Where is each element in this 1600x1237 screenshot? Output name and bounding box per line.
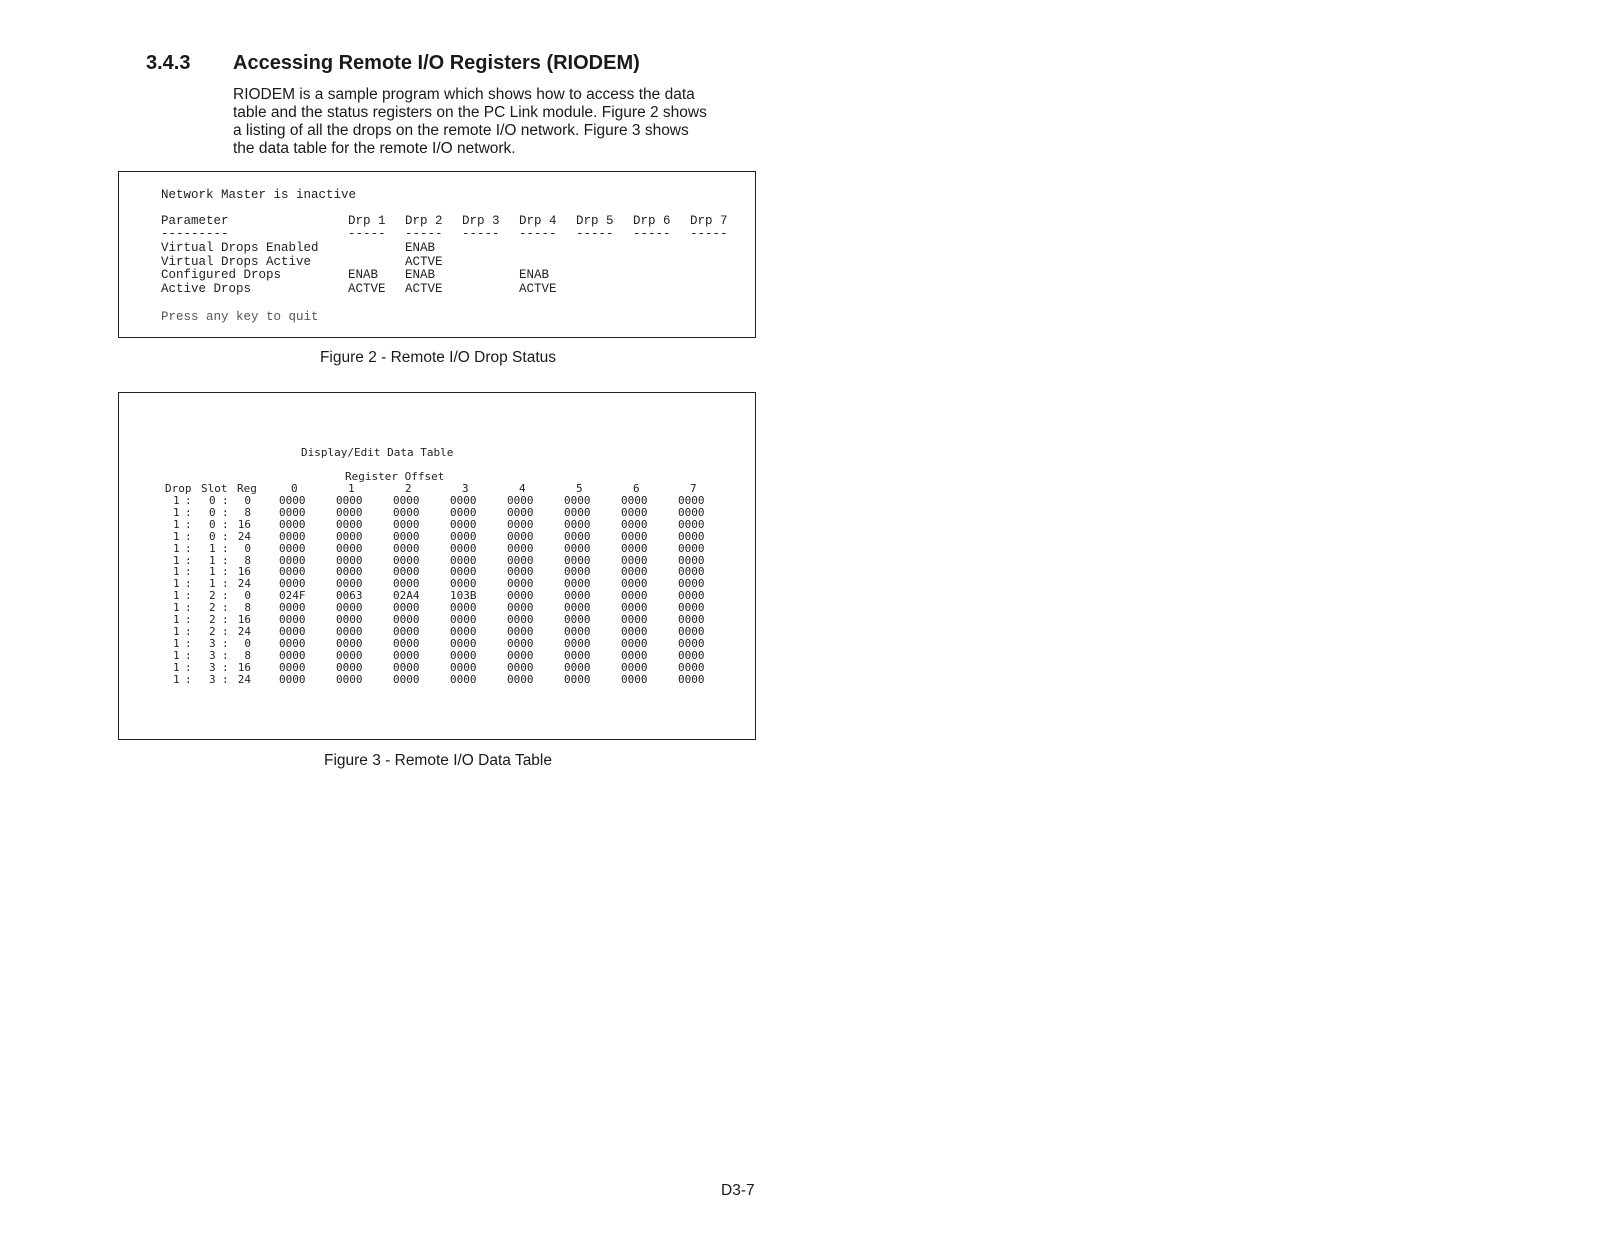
register-value-cell: 0000 <box>621 577 648 591</box>
register-value-cell: 0000 <box>564 541 591 555</box>
register-value-cell: 0000 <box>507 553 534 567</box>
separator: : <box>222 565 229 579</box>
register-value-cell: 0000 <box>336 553 363 567</box>
separator: : <box>185 660 192 674</box>
register-value-cell: 0000 <box>621 553 648 567</box>
drop-cell: 1 <box>173 494 180 507</box>
register-value-cell: 0000 <box>678 565 705 579</box>
register-value-cell: 024F <box>279 589 306 603</box>
register-value-cell: 0000 <box>564 589 591 603</box>
page-number: D3-7 <box>721 1182 755 1199</box>
register-value-cell: 0000 <box>450 601 477 615</box>
register-value-cell: 0000 <box>564 601 591 615</box>
drop-header: Drp 1 <box>348 214 386 228</box>
separator: : <box>185 636 192 650</box>
slot-cell: 1 <box>209 577 216 591</box>
register-value-cell: 0000 <box>678 553 705 567</box>
drop-cell: 1 <box>173 613 180 626</box>
register-value-cell: 0000 <box>450 577 477 591</box>
parameter-label: Virtual Drops Enabled <box>161 241 319 255</box>
slot-cell: 2 <box>209 624 216 638</box>
column-header-reg: Reg <box>237 482 257 495</box>
register-value-cell: 0000 <box>507 505 534 519</box>
drop-status-value: ENAB <box>519 268 550 282</box>
drop-header: Drp 4 <box>519 214 557 228</box>
register-offset-label: 6 <box>633 482 640 495</box>
register-value-cell: 0000 <box>621 517 648 531</box>
separator: : <box>185 613 192 626</box>
separator: : <box>185 517 192 531</box>
register-value-cell: 0000 <box>564 494 591 507</box>
register-value-cell: 0000 <box>336 624 363 638</box>
register-value-cell: 0000 <box>564 660 591 674</box>
drop-header: Drp 6 <box>633 214 671 228</box>
register-value-cell: 0000 <box>507 624 534 638</box>
register-value-cell: 0000 <box>621 529 648 543</box>
slot-cell: 2 <box>209 589 216 603</box>
reg-cell: 8 <box>244 553 251 567</box>
drop-rule: ----- <box>690 227 728 241</box>
register-offset-label: 3 <box>462 482 469 495</box>
intro-line: a listing of all the drops on the remote I/O network. Figure 3 shows <box>233 122 689 139</box>
reg-cell: 16 <box>237 613 251 626</box>
register-offset-label: 5 <box>576 482 583 495</box>
register-value-cell: 0000 <box>564 636 591 650</box>
drop-cell: 1 <box>173 505 180 519</box>
register-value-cell: 0000 <box>279 541 306 555</box>
separator: : <box>222 505 229 519</box>
register-offset-label: 7 <box>690 482 697 495</box>
reg-cell: 24 <box>237 624 251 638</box>
separator: : <box>185 672 192 686</box>
separator: : <box>222 601 229 615</box>
drop-status-value: ACTVE <box>519 281 557 296</box>
drop-status-value: ENAB <box>405 268 436 282</box>
separator: : <box>222 613 229 626</box>
separator: : <box>185 648 192 662</box>
reg-cell: 24 <box>237 577 251 591</box>
register-value-cell: 0000 <box>336 601 363 615</box>
register-value-cell: 0000 <box>393 553 420 567</box>
slot-cell: 0 <box>209 529 216 543</box>
parameter-header: Parameter <box>161 214 229 228</box>
register-value-cell: 0000 <box>678 648 705 662</box>
register-value-cell: 0000 <box>393 672 420 686</box>
register-value-cell: 0000 <box>621 636 648 650</box>
separator: : <box>185 541 192 555</box>
register-value-cell: 0000 <box>450 672 477 686</box>
quit-prompt: Press any key to quit <box>161 310 319 324</box>
register-value-cell: 0000 <box>336 494 363 507</box>
register-value-cell: 0000 <box>564 624 591 638</box>
register-value-cell: 0000 <box>564 505 591 519</box>
separator: : <box>222 529 229 543</box>
register-value-cell: 0000 <box>279 672 306 686</box>
register-value-cell: 0000 <box>336 613 363 626</box>
register-value-cell: 0000 <box>393 624 420 638</box>
register-offset-header: Register Offset <box>345 470 445 483</box>
drop-cell: 1 <box>173 541 180 555</box>
reg-cell: 0 <box>244 541 251 555</box>
slot-cell: 0 <box>209 494 216 507</box>
reg-cell: 8 <box>244 648 251 662</box>
register-value-cell: 0000 <box>564 517 591 531</box>
register-value-cell: 0000 <box>678 529 705 543</box>
separator: : <box>222 517 229 531</box>
register-value-cell: 0000 <box>393 494 420 507</box>
drop-cell: 1 <box>173 589 180 603</box>
separator: : <box>185 553 192 567</box>
separator: : <box>222 648 229 662</box>
parameter-label: Configured Drops <box>161 268 282 282</box>
register-value-cell: 0000 <box>279 565 306 579</box>
reg-cell: 0 <box>244 589 251 603</box>
intro-line: table and the status registers on the PC Link module. Figure 2 shows <box>233 104 707 121</box>
reg-cell: 16 <box>237 565 251 579</box>
drop-cell: 1 <box>173 565 180 579</box>
register-value-cell: 0000 <box>564 577 591 591</box>
drop-cell: 1 <box>173 636 180 650</box>
register-value-cell: 0000 <box>393 648 420 662</box>
drop-header: Drp 3 <box>462 214 500 228</box>
register-value-cell: 02A4 <box>393 589 420 603</box>
register-value-cell: 0000 <box>279 624 306 638</box>
register-value-cell: 0000 <box>621 624 648 638</box>
reg-cell: 8 <box>244 601 251 615</box>
register-value-cell: 0000 <box>450 541 477 555</box>
register-value-cell: 0000 <box>279 601 306 615</box>
register-value-cell: 0000 <box>393 636 420 650</box>
slot-cell: 3 <box>209 672 216 686</box>
slot-cell: 0 <box>209 505 216 519</box>
register-value-cell: 0000 <box>450 565 477 579</box>
register-value-cell: 0000 <box>678 660 705 674</box>
parameter-rule: --------- <box>161 227 229 241</box>
intro-line: RIODEM is a sample program which shows how to access the data <box>233 86 695 103</box>
data-table-screen <box>118 392 756 740</box>
register-value-cell: 0000 <box>336 672 363 686</box>
drop-cell: 1 <box>173 517 180 531</box>
reg-cell: 8 <box>244 505 251 519</box>
intro-line: the data table for the remote I/O network. <box>233 140 516 157</box>
register-value-cell: 0000 <box>279 553 306 567</box>
register-value-cell: 0000 <box>621 601 648 615</box>
register-value-cell: 0000 <box>507 672 534 686</box>
register-value-cell: 0000 <box>678 624 705 638</box>
drop-status-value: ENAB <box>405 241 436 255</box>
register-value-cell: 0000 <box>621 589 648 603</box>
drop-rule: ----- <box>405 227 443 241</box>
register-value-cell: 0000 <box>507 648 534 662</box>
drop-rule: ----- <box>348 227 386 241</box>
register-value-cell: 0000 <box>678 517 705 531</box>
register-value-cell: 0000 <box>507 541 534 555</box>
section-title: Accessing Remote I/O Registers (RIODEM) <box>233 52 640 74</box>
register-value-cell: 0000 <box>678 589 705 603</box>
slot-cell: 2 <box>209 613 216 626</box>
drop-header: Drp 7 <box>690 214 728 228</box>
register-offset-label: 4 <box>519 482 526 495</box>
separator: : <box>222 636 229 650</box>
register-value-cell: 0000 <box>336 517 363 531</box>
reg-cell: 24 <box>237 529 251 543</box>
register-offset-label: 2 <box>405 482 412 495</box>
slot-cell: 1 <box>209 565 216 579</box>
register-value-cell: 0000 <box>450 660 477 674</box>
separator: : <box>222 624 229 638</box>
drop-header: Drp 5 <box>576 214 614 228</box>
register-value-cell: 0000 <box>621 648 648 662</box>
slot-cell: 0 <box>209 517 216 531</box>
register-value-cell: 0000 <box>336 529 363 543</box>
slot-cell: 2 <box>209 601 216 615</box>
figure-3-caption: Figure 3 - Remote I/O Data Table <box>323 752 552 769</box>
register-value-cell: 0000 <box>564 648 591 662</box>
register-value-cell: 0000 <box>450 636 477 650</box>
register-value-cell: 0000 <box>564 565 591 579</box>
register-value-cell: 0000 <box>279 613 306 626</box>
drop-rule: ----- <box>576 227 614 241</box>
register-value-cell: 0000 <box>621 613 648 626</box>
separator: : <box>185 505 192 519</box>
register-value-cell: 0000 <box>621 494 648 507</box>
separator: : <box>185 624 192 638</box>
parameter-label: Active Drops <box>161 281 252 296</box>
register-value-cell: 0000 <box>336 660 363 674</box>
drop-status-value: ACTVE <box>405 254 443 269</box>
register-value-cell: 0000 <box>279 577 306 591</box>
register-value-cell: 0000 <box>564 529 591 543</box>
reg-cell: 16 <box>237 517 251 531</box>
register-value-cell: 0000 <box>507 601 534 615</box>
register-value-cell: 0000 <box>279 505 306 519</box>
separator: : <box>185 589 192 603</box>
register-value-cell: 0000 <box>279 517 306 531</box>
separator: : <box>222 577 229 591</box>
reg-cell: 16 <box>237 660 251 674</box>
slot-cell: 3 <box>209 636 216 650</box>
separator: : <box>185 601 192 615</box>
register-value-cell: 0000 <box>336 648 363 662</box>
drop-status-screen <box>118 171 756 338</box>
slot-cell: 3 <box>209 660 216 674</box>
register-value-cell: 0000 <box>507 636 534 650</box>
section-number: 3.4.3 <box>146 52 191 74</box>
register-value-cell: 0000 <box>450 494 477 507</box>
register-value-cell: 0000 <box>507 565 534 579</box>
register-value-cell: 0000 <box>393 505 420 519</box>
register-value-cell: 0000 <box>393 601 420 615</box>
separator: : <box>185 529 192 543</box>
drop-cell: 1 <box>173 660 180 674</box>
register-value-cell: 0000 <box>450 648 477 662</box>
register-value-cell: 0000 <box>336 565 363 579</box>
separator: : <box>185 494 192 507</box>
register-value-cell: 0000 <box>564 613 591 626</box>
network-status-line: Network Master is inactive <box>161 188 357 202</box>
drop-cell: 1 <box>173 601 180 615</box>
register-value-cell: 0000 <box>678 494 705 507</box>
drop-status-value: ACTVE <box>405 281 443 296</box>
register-value-cell: 0000 <box>393 577 420 591</box>
register-value-cell: 103B <box>450 589 477 603</box>
figure-2-caption: Figure 2 - Remote I/O Drop Status <box>319 349 557 366</box>
column-header-slot: Slot <box>201 482 228 495</box>
register-value-cell: 0000 <box>678 636 705 650</box>
register-value-cell: 0000 <box>621 660 648 674</box>
register-value-cell: 0000 <box>678 505 705 519</box>
register-value-cell: 0000 <box>279 529 306 543</box>
register-offset-label: 1 <box>348 482 355 495</box>
register-value-cell: 0000 <box>393 565 420 579</box>
drop-cell: 1 <box>173 529 180 543</box>
register-value-cell: 0000 <box>507 529 534 543</box>
register-value-cell: 0000 <box>507 494 534 507</box>
separator: : <box>222 660 229 674</box>
drop-status-value: ACTVE <box>348 281 386 296</box>
register-value-cell: 0000 <box>621 541 648 555</box>
register-value-cell: 0000 <box>450 517 477 531</box>
register-value-cell: 0000 <box>279 660 306 674</box>
slot-cell: 1 <box>209 541 216 555</box>
register-value-cell: 0000 <box>564 553 591 567</box>
register-value-cell: 0000 <box>393 660 420 674</box>
register-offset-label: 0 <box>291 482 298 495</box>
register-value-cell: 0000 <box>678 601 705 615</box>
register-value-cell: 0000 <box>678 541 705 555</box>
register-value-cell: 0000 <box>450 613 477 626</box>
separator: : <box>185 577 192 591</box>
register-value-cell: 0000 <box>279 494 306 507</box>
register-value-cell: 0000 <box>336 505 363 519</box>
register-value-cell: 0000 <box>621 565 648 579</box>
register-value-cell: 0000 <box>564 672 591 686</box>
slot-cell: 1 <box>209 553 216 567</box>
register-value-cell: 0063 <box>336 589 363 603</box>
register-value-cell: 0000 <box>450 529 477 543</box>
drop-rule: ----- <box>519 227 557 241</box>
register-value-cell: 0000 <box>336 577 363 591</box>
drop-cell: 1 <box>173 672 180 686</box>
separator: : <box>222 672 229 686</box>
register-value-cell: 0000 <box>507 613 534 626</box>
drop-cell: 1 <box>173 624 180 638</box>
separator: : <box>222 541 229 555</box>
register-value-cell: 0000 <box>507 660 534 674</box>
separator: : <box>185 565 192 579</box>
register-value-cell: 0000 <box>279 636 306 650</box>
register-value-cell: 0000 <box>678 577 705 591</box>
column-header-drop: Drop <box>165 482 192 495</box>
reg-cell: 0 <box>244 494 251 507</box>
data-table-title: Display/Edit Data Table <box>301 446 454 459</box>
register-value-cell: 0000 <box>678 672 705 686</box>
drop-rule: ----- <box>462 227 500 241</box>
drop-cell: 1 <box>173 648 180 662</box>
register-value-cell: 0000 <box>507 517 534 531</box>
parameter-label: Virtual Drops Active <box>161 254 312 269</box>
drop-cell: 1 <box>173 577 180 591</box>
register-value-cell: 0000 <box>621 672 648 686</box>
separator: : <box>222 553 229 567</box>
register-value-cell: 0000 <box>450 624 477 638</box>
register-value-cell: 0000 <box>393 529 420 543</box>
register-value-cell: 0000 <box>336 541 363 555</box>
drop-cell: 1 <box>173 553 180 567</box>
reg-cell: 24 <box>237 672 251 686</box>
register-value-cell: 0000 <box>336 636 363 650</box>
separator: : <box>222 494 229 507</box>
drop-header: Drp 2 <box>405 214 443 228</box>
intro-paragraph <box>233 86 753 158</box>
register-value-cell: 0000 <box>279 648 306 662</box>
register-value-cell: 0000 <box>507 577 534 591</box>
register-value-cell: 0000 <box>450 505 477 519</box>
register-value-cell: 0000 <box>393 541 420 555</box>
reg-cell: 0 <box>244 636 251 650</box>
register-value-cell: 0000 <box>507 589 534 603</box>
register-value-cell: 0000 <box>393 517 420 531</box>
drop-rule: ----- <box>633 227 671 241</box>
register-value-cell: 0000 <box>621 505 648 519</box>
register-value-cell: 0000 <box>393 613 420 626</box>
register-value-cell: 0000 <box>678 613 705 626</box>
drop-status-value: ENAB <box>348 268 379 282</box>
slot-cell: 3 <box>209 648 216 662</box>
separator: : <box>222 589 229 603</box>
register-value-cell: 0000 <box>450 553 477 567</box>
